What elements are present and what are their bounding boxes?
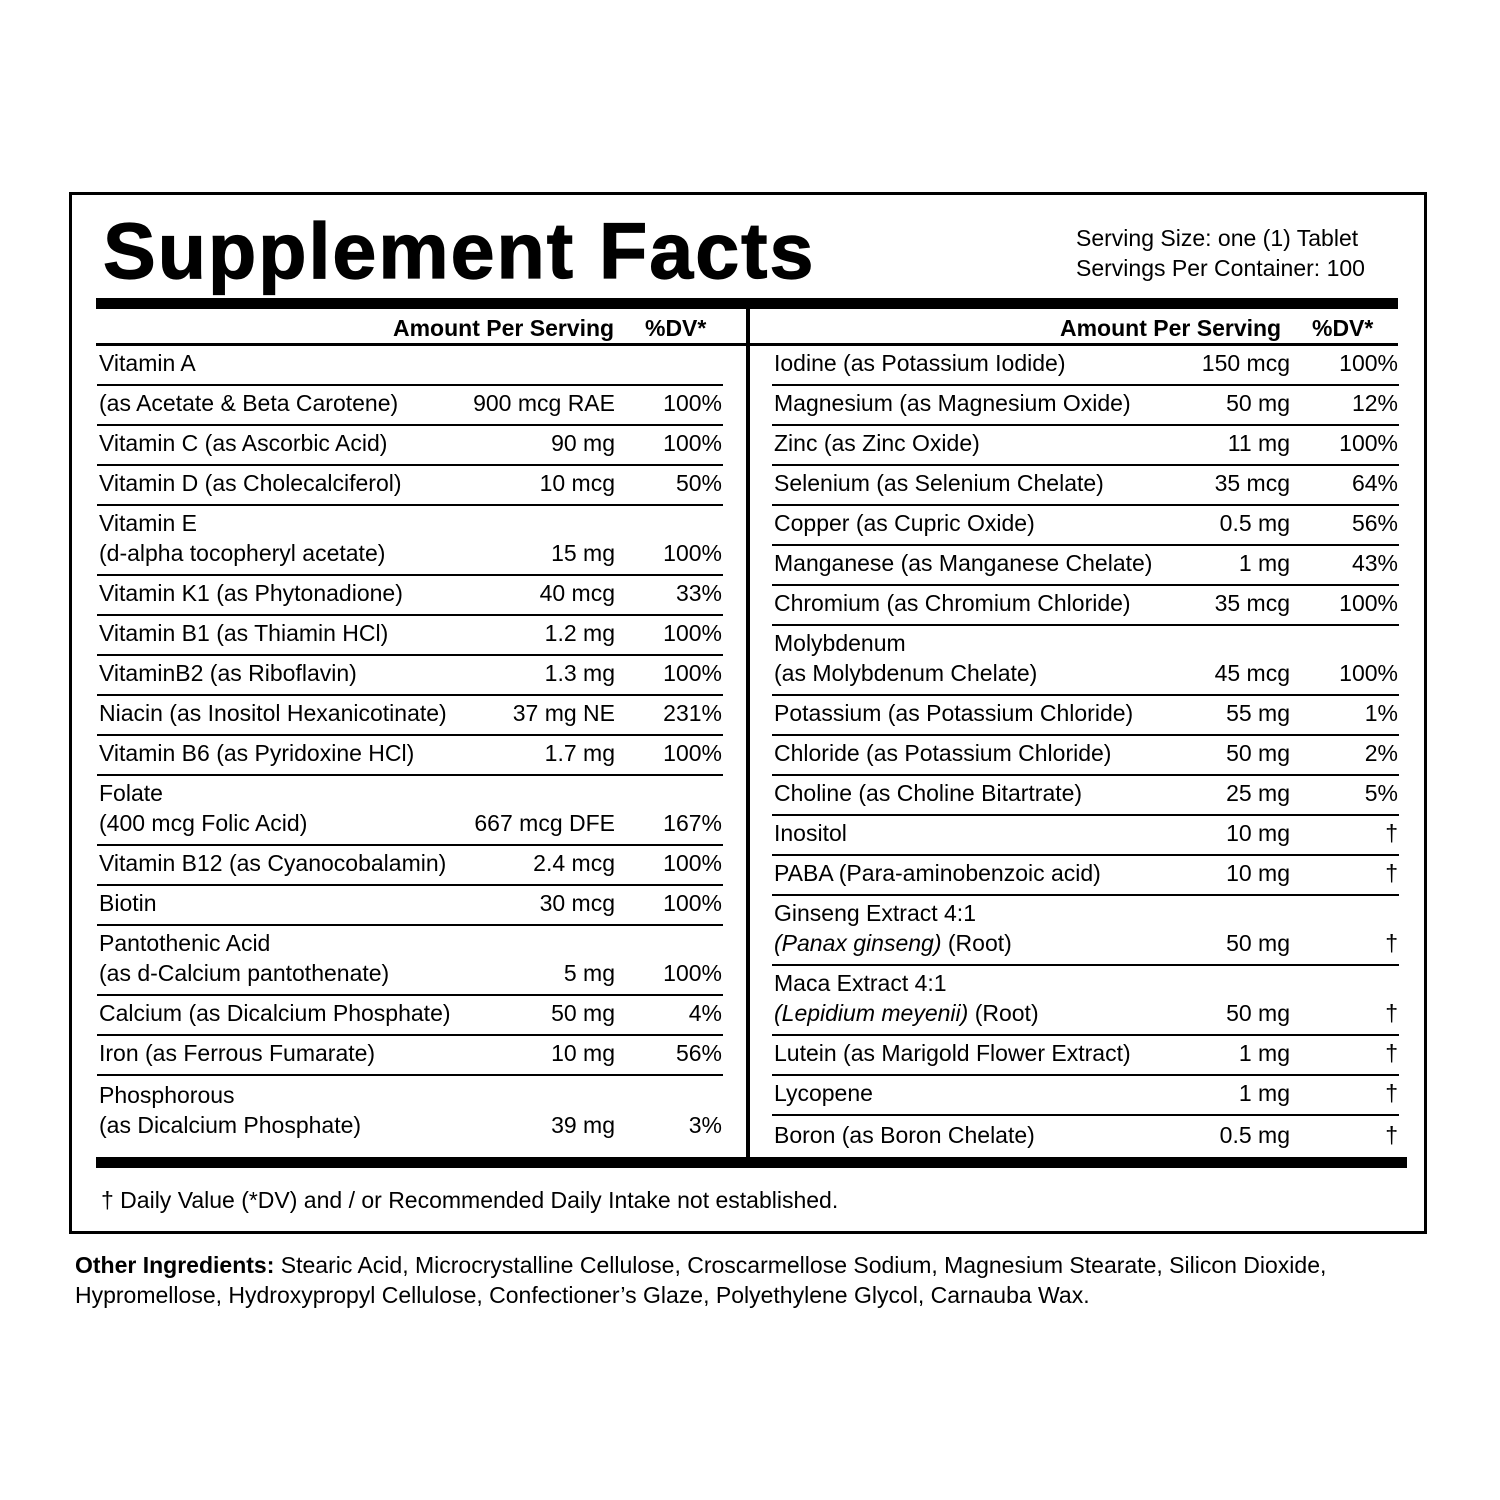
bottom-thick-rule xyxy=(96,1157,1407,1168)
nutrient-row xyxy=(772,896,1399,966)
nutrient-row xyxy=(97,776,723,846)
nutrient-amount: 90 mg xyxy=(551,430,615,456)
nutrient-amount: 150 mcg xyxy=(1201,350,1290,376)
nutrient-amount: 35 mcg xyxy=(1214,590,1290,616)
nutrient-row xyxy=(97,386,723,426)
nutrient-name xyxy=(99,928,389,988)
nutrient-dv: 100% xyxy=(1339,350,1398,376)
nutrient-name xyxy=(99,848,446,878)
nutrient-amount: 1.3 mg xyxy=(544,660,615,686)
nutrient-row xyxy=(772,1036,1399,1076)
nutrient-dv: † xyxy=(1385,1040,1398,1066)
nutrient-name xyxy=(774,968,1039,1028)
nutrient-dv: 100% xyxy=(1339,430,1398,456)
nutrient-name xyxy=(99,428,387,458)
nutrient-name-line: Choline (as Choline Bitartrate) xyxy=(774,780,1083,806)
nutrient-name xyxy=(774,738,1111,768)
nutrient-name-line: (as Acetate & Beta Carotene) xyxy=(99,390,399,416)
nutrient-name-line: Manganese (as Manganese Chelate) xyxy=(774,550,1153,576)
nutrient-amount: 0.5 mg xyxy=(1219,510,1290,536)
nutrient-amount: 5 mg xyxy=(563,960,615,986)
nutrient-row xyxy=(97,996,723,1036)
nutrient-amount: 10 mg xyxy=(1226,820,1290,846)
nutrient-name xyxy=(99,1038,375,1068)
nutrient-name xyxy=(774,628,1037,688)
plant-part: (Root) xyxy=(941,930,1012,956)
nutrient-amount: 900 mcg RAE xyxy=(473,390,615,416)
nutrient-row xyxy=(97,426,723,466)
nutrient-row xyxy=(772,426,1399,466)
nutrient-dv: 4% xyxy=(688,1000,722,1026)
nutrient-amount: 35 mcg xyxy=(1214,470,1290,496)
nutrient-source-line: (as Molybdenum Chelate) xyxy=(774,660,1038,686)
nutrient-row xyxy=(97,846,723,886)
nutrient-amount: 25 mg xyxy=(1226,780,1290,806)
nutrient-dv: 2% xyxy=(1364,740,1398,766)
nutrient-name-line: Chromium (as Chromium Chloride) xyxy=(774,590,1131,616)
nutrient-amount: 39 mg xyxy=(551,1112,615,1138)
nutrient-amount: 1.2 mg xyxy=(544,620,615,646)
nutrient-row xyxy=(772,546,1399,586)
nutrient-dv: † xyxy=(1385,1080,1398,1106)
nutrient-row xyxy=(772,1076,1399,1116)
nutrient-row xyxy=(97,656,723,696)
nutrient-amount: 0.5 mg xyxy=(1219,1122,1290,1148)
nutrient-row xyxy=(97,616,723,656)
nutrient-dv: † xyxy=(1385,930,1398,956)
nutrient-name-line: Chloride (as Potassium Chloride) xyxy=(774,740,1112,766)
nutrient-row xyxy=(97,576,723,616)
nutrient-dv: 100% xyxy=(663,960,722,986)
nutrient-name-line: Calcium (as Dicalcium Phosphate) xyxy=(99,1000,451,1026)
nutrient-amount: 50 mg xyxy=(551,1000,615,1026)
nutrient-row xyxy=(772,736,1399,776)
nutrient-row xyxy=(97,736,723,776)
right-dv-header: %DV* xyxy=(1312,315,1374,341)
nutrient-name-line: Boron (as Boron Chelate) xyxy=(774,1122,1035,1148)
nutrient-name-line: Folate xyxy=(99,780,163,806)
nutrient-dv: 100% xyxy=(663,540,722,566)
nutrient-name xyxy=(774,1038,1131,1068)
nutrient-amount: 15 mg xyxy=(551,540,615,566)
nutrient-row xyxy=(97,1036,723,1076)
nutrient-row xyxy=(772,586,1399,626)
nutrient-name-line: Vitamin B6 (as Pyridoxine HCl) xyxy=(99,740,415,766)
nutrient-dv: 3% xyxy=(688,1112,722,1138)
nutrient-name-line: Zinc (as Zinc Oxide) xyxy=(774,430,980,456)
nutrient-amount: 1 mg xyxy=(1238,1040,1290,1066)
nutrient-name xyxy=(99,618,388,648)
nutrient-row xyxy=(772,1116,1399,1156)
nutrient-source-line: (d-alpha tocopheryl acetate) xyxy=(99,540,386,566)
nutrient-amount: 10 mg xyxy=(551,1040,615,1066)
nutrient-amount: 50 mg xyxy=(1226,1000,1290,1026)
nutrient-row xyxy=(772,626,1399,696)
other-ingredients-label: Other Ingredients: xyxy=(75,1252,275,1278)
nutrient-source-line: (400 mcg Folic Acid) xyxy=(99,810,308,836)
plant-part: (Root) xyxy=(968,1000,1039,1026)
nutrient-name xyxy=(774,698,1133,728)
nutrient-row xyxy=(97,926,723,996)
nutrient-amount: 11 mg xyxy=(1227,430,1290,456)
nutrient-dv: † xyxy=(1385,1122,1398,1148)
right-nutrient-list xyxy=(772,346,1399,1156)
servings-per-container: Servings Per Container: 100 xyxy=(1076,255,1365,281)
nutrient-source-line: (as Dicalcium Phosphate) xyxy=(99,1112,362,1138)
nutrient-dv: 100% xyxy=(663,740,722,766)
nutrient-dv: 56% xyxy=(675,1040,722,1066)
botanical-name: (Lepidium meyenii) xyxy=(774,1000,969,1026)
nutrient-name xyxy=(774,428,980,458)
nutrient-name xyxy=(774,858,1101,888)
nutrient-source-line: (as d-Calcium pantothenate) xyxy=(99,960,390,986)
nutrient-name-line: Vitamin E xyxy=(99,510,198,536)
nutrient-dv: 231% xyxy=(663,700,722,726)
nutrient-name xyxy=(99,778,307,838)
nutrient-name-line: Pantothenic Acid xyxy=(99,930,271,956)
nutrient-row xyxy=(97,886,723,926)
nutrient-name-line: Molybdenum xyxy=(774,630,906,656)
left-dv-header: %DV* xyxy=(645,315,707,341)
nutrient-row xyxy=(772,696,1399,736)
nutrient-row xyxy=(97,466,723,506)
nutrient-name-line: Ginseng Extract 4:1 xyxy=(774,900,976,926)
nutrient-amount: 10 mg xyxy=(1226,860,1290,886)
nutrient-name-line: Niacin (as Inositol Hexanicotinate) xyxy=(99,700,447,726)
nutrient-dv: 100% xyxy=(1339,660,1398,686)
nutrient-name xyxy=(774,588,1131,618)
nutrient-name-line: Biotin xyxy=(99,890,157,916)
nutrient-amount: 1 mg xyxy=(1238,1080,1290,1106)
page-title: Supplement Facts xyxy=(103,206,816,295)
nutrient-name xyxy=(774,778,1082,808)
nutrient-amount: 10 mcg xyxy=(539,470,615,496)
nutrient-amount: 37 mg NE xyxy=(512,700,615,726)
nutrient-row xyxy=(97,346,723,386)
nutrient-amount: 30 mcg xyxy=(539,890,615,916)
nutrient-name-line: Vitamin C (as Ascorbic Acid) xyxy=(99,430,388,456)
nutrient-amount: 45 mcg xyxy=(1214,660,1290,686)
nutrient-amount: 50 mg xyxy=(1226,390,1290,416)
nutrient-name xyxy=(99,348,196,378)
nutrient-name-line: Copper (as Cupric Oxide) xyxy=(774,510,1035,536)
nutrient-amount: 1 mg xyxy=(1238,550,1290,576)
nutrient-row xyxy=(772,466,1399,506)
nutrient-name xyxy=(99,658,357,688)
nutrient-dv: † xyxy=(1385,860,1398,886)
nutrient-name xyxy=(99,998,451,1028)
nutrient-dv: 33% xyxy=(675,580,722,606)
nutrient-dv: 100% xyxy=(663,390,722,416)
nutrient-amount: 55 mg xyxy=(1226,700,1290,726)
botanical-name: (Panax ginseng) xyxy=(774,930,942,956)
column-divider xyxy=(746,308,750,1158)
nutrient-amount: 1.7 mg xyxy=(544,740,615,766)
nutrient-name-line: Vitamin A xyxy=(99,350,196,376)
right-amount-header: Amount Per Serving xyxy=(1060,315,1282,341)
nutrient-dv: 167% xyxy=(663,810,722,836)
nutrient-dv: 100% xyxy=(663,660,722,686)
left-amount-header: Amount Per Serving xyxy=(393,315,615,341)
nutrient-dv: 100% xyxy=(1339,590,1398,616)
nutrient-source-line xyxy=(774,928,1012,958)
left-nutrient-list xyxy=(97,346,723,1146)
nutrient-name-line: Vitamin B12 (as Cyanocobalamin) xyxy=(99,850,447,876)
nutrient-name-line: Lycopene xyxy=(774,1080,873,1106)
nutrient-row xyxy=(97,1076,723,1146)
nutrient-name-line: PABA (Para-aminobenzoic acid) xyxy=(774,860,1101,886)
nutrient-name xyxy=(774,508,1035,538)
nutrient-name xyxy=(99,698,447,728)
nutrient-name xyxy=(774,1078,873,1108)
nutrient-dv: 100% xyxy=(663,850,722,876)
nutrient-name-line: Vitamin K1 (as Phytonadione) xyxy=(99,580,403,606)
other-ingredients xyxy=(75,1250,1425,1310)
nutrient-name-line: Maca Extract 4:1 xyxy=(774,970,947,996)
nutrient-name-line: VitaminB2 (as Riboflavin) xyxy=(99,660,357,686)
nutrient-amount: 50 mg xyxy=(1226,930,1290,956)
nutrient-dv: 64% xyxy=(1351,470,1398,496)
footnote: † Daily Value (*DV) and / or Recommended Daily Intake not established. xyxy=(101,1187,839,1213)
nutrient-source-line xyxy=(774,998,1039,1028)
nutrient-amount: 40 mcg xyxy=(539,580,615,606)
nutrient-name xyxy=(99,1080,361,1140)
nutrient-name xyxy=(99,388,398,418)
nutrient-name xyxy=(774,898,1012,958)
nutrient-row xyxy=(772,346,1399,386)
nutrient-dv: 12% xyxy=(1351,390,1398,416)
nutrient-name-line: Vitamin D (as Cholecalciferol) xyxy=(99,470,402,496)
other-ingredients-list: Stearic Acid, Microcrystalline Cellulose, Croscarmellose Sodium, Magnesium Stearate, Silicon Dioxide, Hypromellose, Hydroxypropyl Cellulose, Confectioner’s Glaze, Polyethylene Glycol, Carnauba Wax. xyxy=(75,1252,1327,1308)
nutrient-dv: † xyxy=(1385,820,1398,846)
nutrient-name-line: Iron (as Ferrous Fumarate) xyxy=(99,1040,376,1066)
nutrient-name xyxy=(774,388,1131,418)
nutrient-name xyxy=(774,468,1104,498)
nutrient-row xyxy=(772,386,1399,426)
nutrient-dv: 100% xyxy=(663,430,722,456)
nutrient-name xyxy=(774,818,847,848)
nutrient-name xyxy=(774,548,1152,578)
nutrient-name xyxy=(99,738,414,768)
nutrient-name xyxy=(99,508,385,568)
nutrient-dv: 100% xyxy=(663,890,722,916)
nutrient-name xyxy=(99,468,402,498)
nutrient-name-line: Selenium (as Selenium Chelate) xyxy=(774,470,1104,496)
nutrient-name-line: Inositol xyxy=(774,820,847,846)
nutrient-dv: 5% xyxy=(1364,780,1398,806)
nutrient-name-line: Lutein (as Marigold Flower Extract) xyxy=(774,1040,1131,1066)
nutrient-dv: 1% xyxy=(1364,700,1398,726)
nutrient-name-line: Iodine (as Potassium Iodide) xyxy=(774,350,1066,376)
nutrient-name xyxy=(774,1120,1035,1150)
nutrient-row xyxy=(772,856,1399,896)
nutrient-name-line: Magnesium (as Magnesium Oxide) xyxy=(774,390,1131,416)
nutrient-name-line: Potassium (as Potassium Chloride) xyxy=(774,700,1134,726)
nutrient-name-line: Phosphorous xyxy=(99,1082,235,1108)
nutrient-dv: † xyxy=(1385,1000,1398,1026)
nutrient-amount: 667 mcg DFE xyxy=(474,810,615,836)
nutrient-row xyxy=(772,506,1399,546)
nutrient-name xyxy=(774,348,1066,378)
nutrient-amount: 50 mg xyxy=(1226,740,1290,766)
nutrient-name xyxy=(99,578,403,608)
nutrient-name xyxy=(99,888,157,918)
nutrient-dv: 50% xyxy=(675,470,722,496)
nutrient-name-line: Vitamin B1 (as Thiamin HCl) xyxy=(99,620,389,646)
nutrient-row xyxy=(97,506,723,576)
nutrient-dv: 56% xyxy=(1351,510,1398,536)
serving-size: Serving Size: one (1) Tablet xyxy=(1076,225,1359,251)
nutrient-row xyxy=(772,966,1399,1036)
nutrient-dv: 43% xyxy=(1351,550,1398,576)
nutrient-amount: 2.4 mcg xyxy=(533,850,615,876)
nutrient-row xyxy=(772,816,1399,856)
nutrient-row xyxy=(97,696,723,736)
nutrient-row xyxy=(772,776,1399,816)
nutrient-dv: 100% xyxy=(663,620,722,646)
